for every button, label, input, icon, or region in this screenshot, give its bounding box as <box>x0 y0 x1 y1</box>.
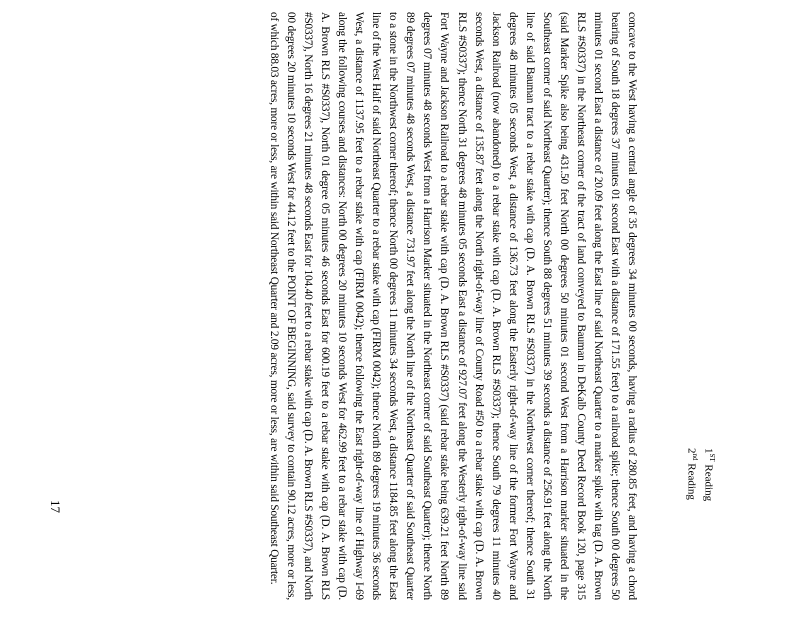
second-reading-number: 2 <box>685 448 698 454</box>
first-reading-label <box>701 448 718 528</box>
second-reading-suffix: nd <box>691 453 700 461</box>
first-reading-suffix: ST <box>708 453 716 462</box>
legal-description-paragraph: concave to the West having a central angle of 35 degrees 34 minutes 00 seconds, having a radius of 280.85 feet, and having a chord bearing of South 18 degrees 37 minutes 01 second East with a distance of 171.55 feet) to a railroad spike; thence South 00 degrees 50 minutes 01 second East a distance of 20.09 feet along the East line of said Northeast Quarter to a marker spike with tag (D. A. Brown RLS #S0337) in the Northeast corner of the tract of land conveyed to Bauman in DeKalb County Deed Record Book 120, page 315 (said Marker Spike also being 431.50 feet North 00 degrees 50 minutes 01 second West from a Harrison marker situated in the Southeast corner of said Northeast Quarter); thence South 88 degrees 51 minutes 39 seconds a distance of 256.91 feet along the North line of said Bauman tract to a rebar stake with cap (D. A. Brown RLS #S0337) in the Northwest corner thereof; thence South 31 degrees 48 minutes 05 seconds West, a distance of 136.73 feet along the Easterly right-of-way line of the former Fort Wayne and Jackson Railroad (now abandoned) to a rebar stake with cap (D. A. Brown RLS #S0337); thence South 79 degrees 11 minutes 40 seconds West, a distance of 135.87 feet along the North right-of-way line of County Road #50 to a rebar stake with cap (D. A. Brown RLS #S0337); thence North 31 degrees 48 minutes 05 seconds East a distance of 927.07 feet along the Westerly right-of-way line said Fort Wayne and Jackson Railroad to a rebar stake with cap (D. A. Brown RLS #S0337) (said rebar stake being 639.21 feet North 89 degrees 07 minutes 48 seconds West from a Harrison Marker situated in the Northeast corner of said Southeast Quarter); thence North 89 degrees 07 minutes 48 seconds West, a distance 731.97 feet along the North line of the Northeast Quarter of said Southeast Quarter to a stone in the Northwest corner thereof; thence North 00 degrees 11 minutes 34 seconds West, a distance 1184.85 feet along the East line of the West Half of said Northeast Quarter to a rebar stake with cap (FIRM 0042); thence North 89 degrees 19 minutes 36 seconds West, a distance of 1137.95 feet to a rebar stake with cap (FIRM 0042); thence following the East right-of-way line of Highway I-69 along the following courses and distances: North 00 degrees 20 minutes 10 seconds West for 462.99 feet to a rebar stake with cap (D. A. Brown RLS #S0337), North 01 degree 05 minutes 46 seconds East for 600.19 feet to a rebar stake with cap (D. A. Brown RLS #S0337), North 16 degrees 21 minutes 48 seconds East for 104.40 feet to a rebar stake with cap (D. A. Brown RLS #S0337), and North 00 degrees 20 minutes 10 seconds West for 44.12 feet to the POINT OF BEGINNING, said survey to contain 90.12 acres, more or less, of which 88.03 acres, more or less, are within said Northeast Quarter and 2.09 acres, more or less, are within said Southeast Quarter. <box>268 12 638 600</box>
first-reading-number: 1 <box>702 448 715 454</box>
second-reading-label <box>685 448 702 528</box>
page-number: 17 <box>48 500 63 513</box>
reading-labels <box>685 448 718 528</box>
legal-description-text <box>80 12 640 600</box>
second-reading-word: Reading <box>685 460 698 500</box>
first-reading-word: Reading <box>702 461 715 502</box>
